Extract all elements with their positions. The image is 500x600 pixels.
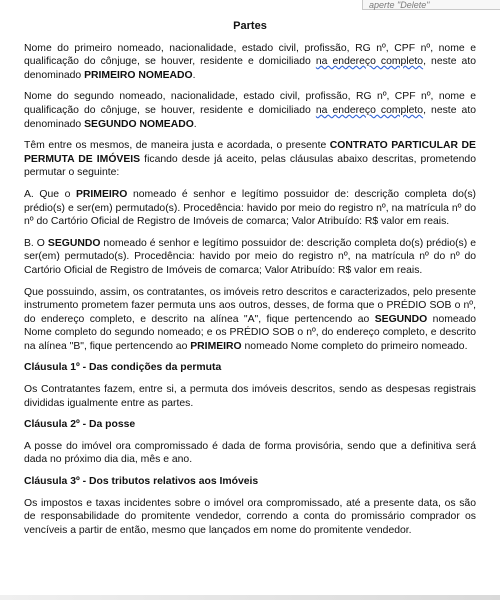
paragraph-first-party-text-b: , neste ato denominado (24, 56, 476, 81)
paragraph-second-party-address-link[interactable]: na endereço completo (315, 104, 424, 116)
page-bottom-edge (0, 595, 500, 600)
paragraph-exchange-text-c: nomeado Nome completo do segundo nomeado; e os PRÉDIO SOB o nº, do endereço completo, e descrito na alínea "B", fique pertencendo ao (24, 313, 477, 352)
paragraph-second-party-bold: SEGUNDO NOMEADO (84, 118, 194, 130)
paragraph-b-text-c: nomeado é senhor e legítimo possuidor de: descrição completa do(s) prédio(s) e ser(em) permutado(s). Procedência: havido por meio do registro nº, na matrícula nº do nº do Cartório Oficial de Registro de Imóveis de comarca; Valor Atribuído: R$ valor em reais. (24, 237, 476, 276)
paragraph-a-text-c: nomeado é senhor e legítimo possuidor de: descrição completa do(s) prédio(s) e ser(em) permutado(s). Procedência: havido por meio do registro nº, na matrícula nº do nº do Cartório Oficial de Registro de Imóveis de comarca; Valor Atribuído: R$ valor em reais. (24, 188, 476, 228)
paragraph-agreement (24, 139, 476, 180)
paragraph-second-party-text-b: , neste ato denominado (24, 104, 476, 130)
paragraph-second-party (24, 90, 476, 131)
clause-3-text: Os impostos e taxas incidentes sobre o imóvel ora compromissado, até a presente data, os são de responsabilidade do promitente vendedor, correndo a conta do promissário comprador os vencíveis a partir de então, mesmo que lançados em nome do promitente vendedor. (24, 497, 476, 536)
clause-1-text: Os Contratantes fazem, entre si, a permuta dos imóveis descritos, sendo as despesas registrais divididas igualmente entre as partes. (24, 384, 476, 409)
clause-1-heading: Cláusula 1º - Das condições da permuta (24, 362, 222, 374)
paragraph-a (24, 188, 476, 229)
paragraph-first-party-text-a: Nome do primeiro nomeado, nacionalidade, estado civil, profissão, RG nº, CPF nº, nome e qualificação do cônjuge, se houver, residente e domiciliado (24, 42, 476, 68)
paragraph-second-party-text-a: Nome do segundo nomeado, nacionalidade, estado civil, profissão, RG nº, CPF nº, nome e qualificação do cônjuge, se houver, residente e domiciliado (24, 91, 476, 116)
paragraph-b-bold: SEGUNDO (47, 237, 101, 249)
document-page (24, 20, 476, 545)
paragraph-exchange-bold-2: PRIMEIRO (190, 340, 242, 352)
top-toolbar (0, 0, 500, 12)
paragraph-first-party (24, 42, 476, 83)
paragraph-b (24, 237, 476, 278)
paragraph-exchange-text-a: Que possuindo, assim, os contratantes, os imóveis retro descritos e caracterizados, pelo presente instrumento prometem fazer permuta uns aos outros, desses, de forma que o PRÉDIO SOB o nº, do endereço completo, e descrito na alínea "A", fique pertencendo ao (24, 286, 476, 325)
document-title: Partes (233, 20, 267, 32)
paragraph-agreement-text-c: ficando desde já aceito, pelas cláusulas abaixo descritas, prometendo permutar o seguinte: (24, 153, 476, 179)
paragraph-second-party-text-d: . (193, 118, 197, 130)
paragraph-exchange (24, 286, 476, 354)
clause-2-text: A posse do imóvel ora compromissado é dada de forma provisória, sendo que a definitiva será dada no próximo dia dia, mês e ano. (24, 440, 476, 466)
paragraph-a-bold: PRIMEIRO (75, 188, 128, 200)
paragraph-a-text-a: A. Que o (24, 188, 76, 200)
paragraph-first-party-text-d: . (192, 69, 196, 81)
paragraph-agreement-text-a: Têm entre os mesmos, de maneira justa e acordada, o presente (24, 140, 330, 152)
paragraph-first-party-bold: PRIMEIRO NOMEADO (84, 69, 193, 81)
search-hint-text: aperte "Delete" (369, 0, 430, 10)
paragraph-agreement-bold: CONTRATO PARTICULAR DE PERMUTA DE IMÓVEIS (24, 140, 476, 165)
clause-2-heading: Cláusula 2º - Da posse (24, 419, 136, 431)
paragraph-b-text-a: B. O (24, 237, 48, 249)
paragraph-exchange-text-e: nomeado Nome completo do primeiro nomeado. (241, 340, 468, 352)
paragraph-first-party-address-link[interactable]: na endereço completo (315, 56, 424, 68)
clause-3-heading: Cláusula 3º - Dos tributos relativos aos Imóveis (24, 476, 259, 488)
paragraph-exchange-bold-1: SEGUNDO (374, 313, 428, 325)
search-hint-box[interactable] (362, 0, 500, 10)
